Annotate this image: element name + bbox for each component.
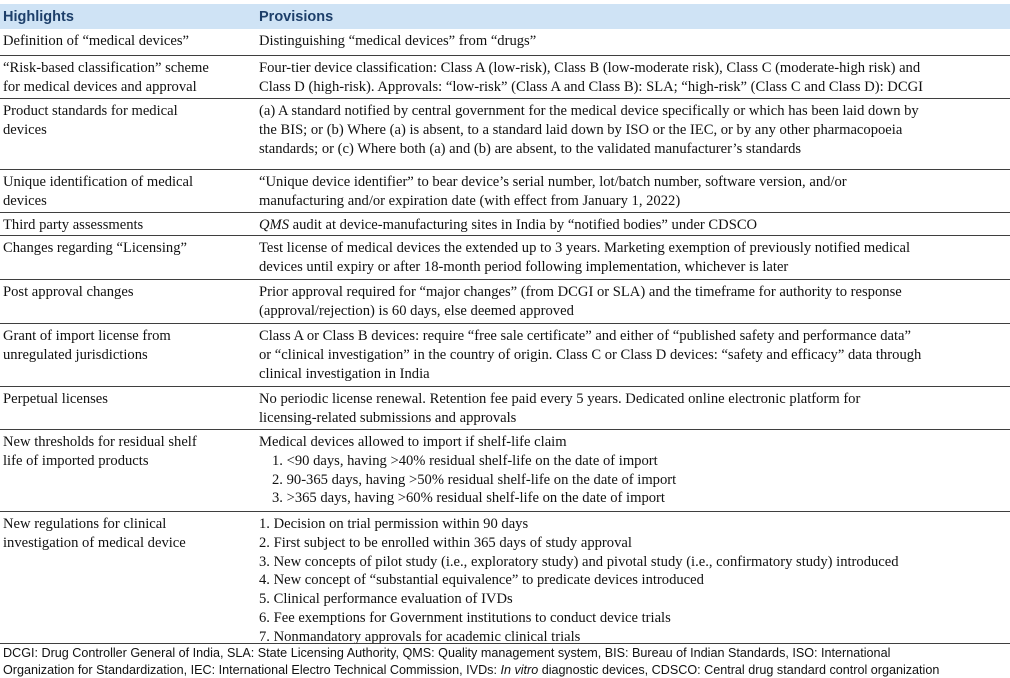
provision-cell: [259, 59, 1010, 97]
provision-text: Prior approval required for “major changes” (from DCGI or SLA) and the timeframe for authority to response: [259, 284, 902, 300]
table-row: [0, 386, 1010, 430]
provision-text: Class A or Class B devices: require “free sale certificate” and either of “published safety and performance data”: [259, 328, 911, 344]
highlight-text: New thresholds for residual shelf: [3, 434, 197, 450]
provision-text: devices until expiry or after 18-month period following implementation, whichever is later: [259, 258, 789, 275]
provision-text: Test license of medical devices the extended up to 3 years. Marketing exemption of previously notified medical: [259, 240, 911, 256]
provision-text: licensing-related submissions and approvals: [259, 409, 517, 426]
provision-text: “Unique device identifier” to bear device’s serial number, lot/batch number, software version, and/or: [259, 174, 847, 190]
highlight-text: Third party assessments: [3, 217, 144, 233]
highlight-text: Product standards for medical: [3, 103, 178, 119]
provision-text: 3. >365 days, having >60% residual shelf-life on the date of import: [272, 490, 665, 507]
highlight-text: Unique identification of medical: [3, 174, 194, 190]
table-row: [0, 279, 1010, 324]
table-row: [0, 429, 1010, 512]
highlight-cell: [3, 32, 248, 51]
provision-text: Medical devices allowed to import if shelf-life claim: [259, 434, 567, 450]
highlight-text: for medical devices and approval: [3, 78, 197, 95]
provision-text: standards; or (c) Where both (a) and (b) are absent, to the validated manufacturer’s standards: [259, 140, 802, 157]
provision-cell: [259, 173, 1010, 211]
provision-text: (approval/rejection) is 60 days, else deemed approved: [259, 302, 574, 319]
table-row: [0, 98, 1010, 170]
provision-cell: [259, 283, 1010, 321]
highlight-text: life of imported products: [3, 452, 149, 469]
highlight-text: devices: [3, 192, 47, 209]
table-footnote: [3, 645, 1008, 678]
provision-text: Distinguishing “medical devices” from “drugs”: [259, 33, 537, 49]
highlight-text: Post approval changes: [3, 284, 134, 300]
highlight-text: New regulations for clinical: [3, 516, 167, 532]
provision-text: 6. Fee exemptions for Government institutions to conduct device trials: [259, 609, 671, 626]
highlight-cell: [3, 327, 248, 365]
provision-text: manufacturing and/or expiration date (with effect from January 1, 2022): [259, 192, 681, 209]
provision-text: 4. New concept of “substantial equivalence” to predicate devices introduced: [259, 572, 704, 589]
highlight-cell: [3, 102, 248, 140]
provision-text: 2. 90-365 days, having >50% residual shelf-life on the date of import: [272, 471, 677, 488]
provision-text: 3. New concepts of pilot study (i.e., exploratory study) and pivotal study (i.e., confirmatory study) introduced: [259, 553, 899, 570]
highlight-cell: [3, 216, 248, 235]
table-row: [0, 29, 1010, 55]
highlight-text: Perpetual licenses: [3, 391, 108, 407]
provision-cell: [259, 239, 1010, 277]
highlight-cell: [3, 390, 248, 409]
provision-text: clinical investigation in India: [259, 365, 430, 382]
highlight-cell: [3, 515, 248, 553]
table-header: [0, 4, 1010, 29]
highlight-cell: [3, 173, 248, 211]
provision-cell: [259, 390, 1010, 428]
table-row: [0, 212, 1010, 236]
provision-text: 2. First subject to be enrolled within 365 days of study approval: [259, 534, 632, 551]
highlight-text: Grant of import license from: [3, 328, 171, 344]
table-row: [0, 235, 1010, 280]
highlight-cell: [3, 59, 248, 97]
provision-text: the BIS; or (b) Where (a) is absent, to a standard laid down by ISO or the IEC, or by any other pharmacopoeia: [259, 121, 903, 138]
provision-text: 7. Nonmandatory approvals for academic clinical trials: [259, 628, 581, 645]
footnote-line: Organization for Standardization, IEC: International Electro Technical Commission, IVDs: In vitro diagnostic devices, CDSCO: Central drug standard control organization: [3, 662, 940, 677]
table-bottom-rule: [0, 643, 1010, 644]
provision-text: No periodic license renewal. Retention fee paid every 5 years. Dedicated online electronic platform for: [259, 391, 861, 407]
highlight-cell: [3, 239, 248, 258]
footnote-line: DCGI: Drug Controller General of India, SLA: State Licensing Authority, QMS: Quality management system, BIS: Bureau of Indian Standards, ISO: International: [3, 646, 891, 660]
provision-text: 1. Decision on trial permission within 90 days: [259, 516, 529, 532]
provision-cell: [259, 32, 1010, 51]
provision-cell: [259, 327, 1010, 383]
highlight-cell: [3, 433, 248, 471]
table-row: [0, 511, 1010, 645]
header-provisions: Provisions: [259, 9, 334, 25]
provision-text: or “clinical investigation” in the country of origin. Class C or Class D devices: “safety and efficacy” data through: [259, 346, 922, 363]
highlight-text: unregulated jurisdictions: [3, 346, 148, 363]
highlight-text: “Risk-based classification” scheme: [3, 60, 209, 76]
header-highlights: Highlights: [3, 9, 74, 25]
highlight-text: devices: [3, 121, 47, 138]
provision-text: Four-tier device classification: Class A (low-risk), Class B (low-moderate risk), Class C (moderate-high risk) and: [259, 60, 921, 76]
provision-cell: [259, 515, 1010, 647]
provision-cell: [259, 216, 1010, 235]
provision-cell: [259, 102, 1010, 158]
highlight-text: Changes regarding “Licensing”: [3, 240, 187, 256]
provision-cell: [259, 433, 1010, 508]
provision-text: 5. Clinical performance evaluation of IVDs: [259, 591, 513, 608]
highlight-text: Definition of “medical devices”: [3, 33, 189, 49]
provision-text: (a) A standard notified by central government for the medical device specifically or which has been laid down by: [259, 103, 919, 119]
highlight-cell: [3, 283, 248, 302]
provision-text: Class D (high-risk). Approvals: “low-risk” (Class A and Class B): SLA; “high-risk” (Class C and Class D): DCGI: [259, 78, 923, 95]
provision-text: QMS audit at device-manufacturing sites in India by “notified bodies” under CDSCO: [259, 217, 758, 233]
highlight-text: investigation of medical device: [3, 534, 186, 551]
provision-text: 1. <90 days, having >40% residual shelf-life on the date of import: [272, 452, 658, 469]
table-row: [0, 169, 1010, 213]
table-row: [0, 55, 1010, 99]
table-row: [0, 323, 1010, 387]
